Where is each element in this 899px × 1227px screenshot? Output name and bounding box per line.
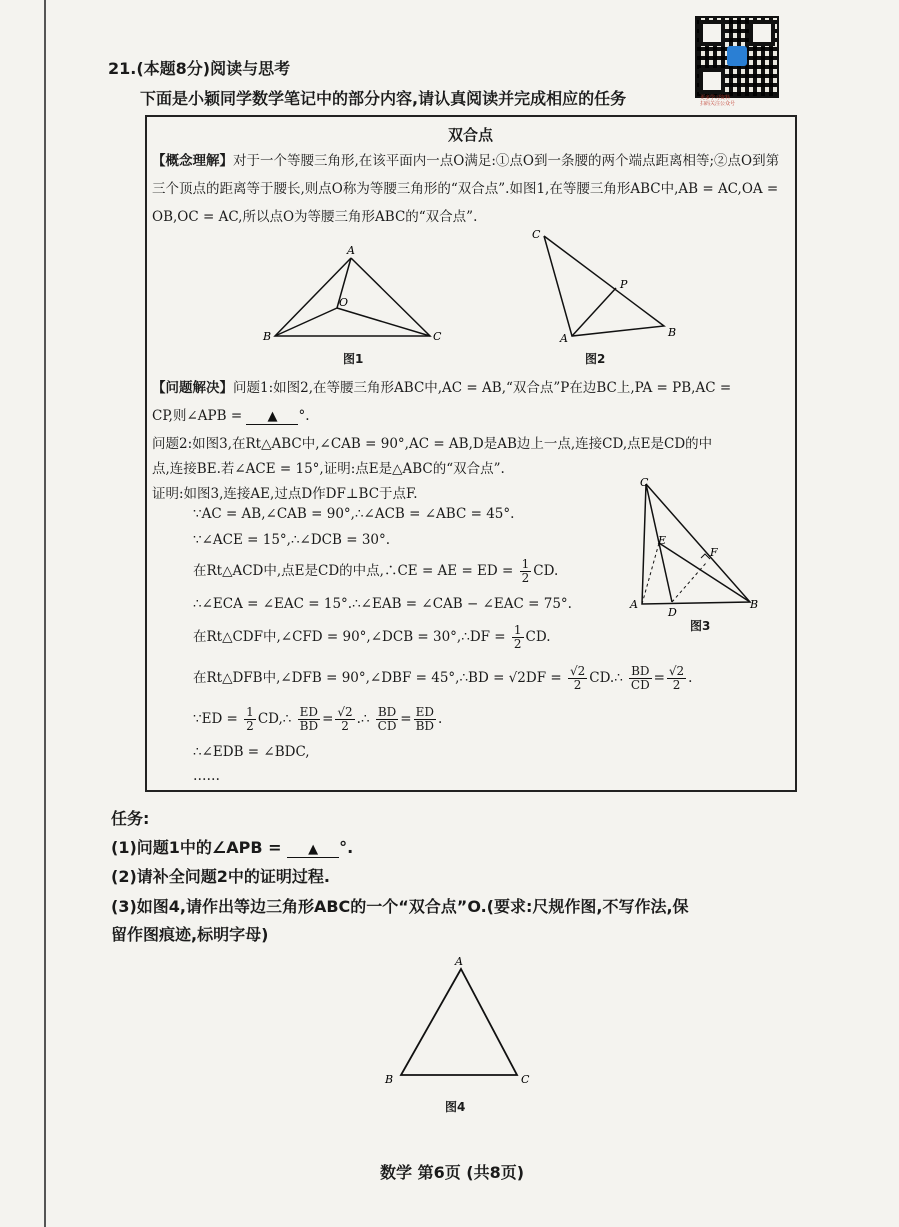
proof-line-9: ∴∠EDB = ∠BDC, xyxy=(193,744,310,760)
fig4-label-b: B xyxy=(385,1073,394,1086)
problem1-answer-blank: ▲ xyxy=(246,408,298,425)
fig1-label-b: B xyxy=(263,330,272,343)
fig3-label-c: C xyxy=(640,476,649,489)
fig3-label-b: B xyxy=(750,598,759,611)
fig3-label-f: F xyxy=(710,546,718,559)
proof-line-5: ∴∠ECA = ∠EAC = 15°.∴∠EAB = ∠CAB − ∠EAC = 75°. xyxy=(193,596,572,612)
fig3-label-e: E xyxy=(658,534,667,547)
fig2-label-a: A xyxy=(560,332,568,345)
problem2-line-a: 问题2:如图3,在Rt△ABC中,∠CAB = 90°,AC = AB,D是AB边上一点,连接CD,点E是CD的中 xyxy=(152,436,713,452)
fig2-label-c: C xyxy=(532,228,541,241)
problem1-line-b: CP,则∠APB = ▲ °. xyxy=(152,408,310,424)
proof-line-8: ∵ED = $\frac{1}{2}$ CD,∴ $\frac{ED}{BD}$ = $\frac{√2}{2}$ .∴ $\frac{BD}{CD}$ = $\frac{ED}{BD}$ . xyxy=(193,705,443,733)
figure-1 xyxy=(255,240,455,360)
concept-text: 对于一个等腰三角形,在该平面内一点O满足:①点O到一条腰的两个端点距离相等;②点O到第三个顶点的距离等于腰长,则点O称为等腰三角形的“双合点”.如图1,在等腰三角形ABC中,AB = AC,OA = OB,OC = AC,所以点O为等腰三角形ABC的“双合点”. xyxy=(152,153,780,225)
fig1-label-a: A xyxy=(347,244,355,257)
task-3-line-b: 留作图痕迹,标明字母) xyxy=(111,925,269,944)
fig3-label-d: D xyxy=(668,606,677,619)
concept-paragraph xyxy=(152,147,790,231)
proof-line-6: 在Rt△CDF中,∠CFD = 90°,∠DCB = 30°,∴DF = $\frac{1}{2}$ CD. xyxy=(193,623,551,651)
fig1-label-c: C xyxy=(433,330,442,343)
proof-line-3: ∵∠ACE = 15°,∴∠DCB = 30°. xyxy=(193,532,391,548)
fig2-label-b: B xyxy=(668,326,677,339)
proof-line-4: 在Rt△ACD中,点E是CD的中点,∴CE = AE = ED = $\frac{1}{2}$ CD. xyxy=(193,557,559,585)
fig4-caption: 图4 xyxy=(445,1100,466,1114)
figure-3 xyxy=(628,478,768,618)
fig1-caption: 图1 xyxy=(343,352,364,366)
tasks-title: 任务: xyxy=(111,809,150,828)
qr-code xyxy=(695,16,779,98)
proof-line-7: 在Rt△DFB中,∠DFB = 90°,∠DBF = 45°,∴BD = √2DF = $\frac{√2}{2}$ CD.∴ $\frac{BD}{CD}$ = $\frac{√2}{2}$ . xyxy=(193,664,693,692)
fig4-label-c: C xyxy=(521,1073,530,1086)
fig2-caption: 图2 xyxy=(585,352,606,366)
proof-line-10: …… xyxy=(193,768,220,784)
figure-2 xyxy=(530,228,690,348)
page-footer: 数学 第6页 (共8页) xyxy=(380,1163,525,1182)
proof-line-2: ∵AC = AB,∠CAB = 90°,∴∠ACB = ∠ABC = 45°. xyxy=(193,506,515,522)
concept-label: 【概念理解】 xyxy=(152,153,233,169)
fig3-caption: 图3 xyxy=(690,619,711,633)
question-title: 21.(本题8分)阅读与思考 xyxy=(108,59,291,78)
task1-answer-blank[interactable]: ▲ xyxy=(287,838,339,858)
task-3-line-a: (3)如图4,请作出等边三角形ABC的一个“双合点”O.(要求:尺规作图,不写作法,保 xyxy=(111,897,689,916)
fig2-label-p: P xyxy=(620,278,628,291)
binding-margin-line xyxy=(44,0,46,1227)
question-intro: 下面是小颖同学数学笔记中的部分内容,请认真阅读并完成相应的任务 xyxy=(140,89,627,108)
note-title: 双合点 xyxy=(448,126,494,144)
task-2: (2)请补全问题2中的证明过程. xyxy=(111,867,330,886)
proof-line-1: 证明:如图3,连接AE,过点D作DF⊥BC于点F. xyxy=(152,486,418,502)
problem2-line-b: 点,连接BE.若∠ACE = 15°,证明:点E是△ABC的“双合点”. xyxy=(152,461,505,477)
figure-4 xyxy=(385,955,535,1095)
qr-caption: 更多学习资料 扫码关注公众号 xyxy=(700,95,736,107)
problem1-line-a: 【问题解决】问题1:如图2,在等腰三角形ABC中,AC = AB,“双合点”P在边BC上,PA = PB,AC = xyxy=(152,380,732,396)
fig1-label-o: O xyxy=(339,296,349,309)
task-1: (1)问题1中的∠APB = ▲ °. xyxy=(111,838,354,857)
fig4-label-a: A xyxy=(455,955,463,968)
fig3-label-a: A xyxy=(630,598,638,611)
